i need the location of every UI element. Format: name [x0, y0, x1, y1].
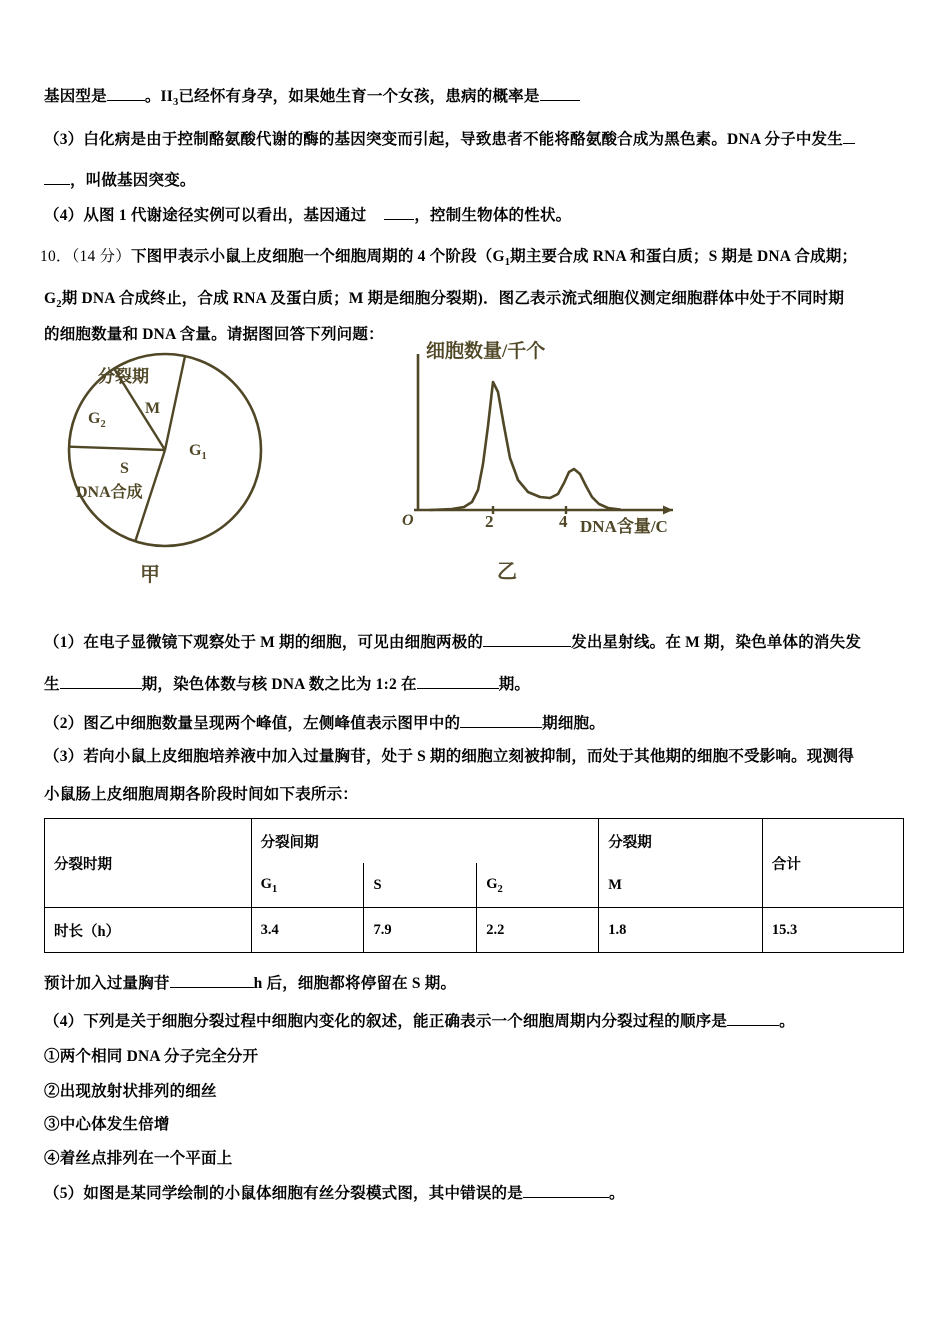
q9-item3-tail: ，叫做基因突变。	[70, 172, 196, 189]
q9-subscript: 3	[172, 97, 179, 109]
table-header-phase: 分裂时期	[45, 819, 252, 908]
answer-blank[interactable]	[727, 1025, 779, 1026]
q10-item5-b: 。	[608, 1185, 625, 1202]
graph-xtick-2: 2	[485, 512, 494, 531]
q10-item2-a: （2）图乙中细胞数量呈现两个峰值，左侧峰值表示图甲中的	[44, 715, 461, 732]
q9-item3-line2	[44, 172, 196, 189]
graph-origin-label: O	[402, 512, 414, 529]
table-row-values	[45, 908, 904, 953]
graph-ylabel: 细胞数量/千个	[426, 341, 546, 362]
answer-blank[interactable]	[483, 646, 571, 647]
answer-blank[interactable]	[170, 987, 254, 988]
q9-item4	[44, 207, 571, 224]
q10-stem-line3: 的细胞数量和 DNA 含量。请据图回答下列问题：	[44, 326, 384, 343]
table-subheader-m: M	[599, 863, 763, 908]
table-rowlabel-duration: 时长（h）	[45, 908, 252, 953]
table-subheader-g2: $G_2$	[477, 863, 599, 908]
q10-item4-b: 。	[779, 1013, 795, 1030]
q10-after-table-b: h 后，细胞都将停留在 S 期。	[253, 975, 457, 992]
q10-item1-e: 期。	[498, 676, 531, 693]
answer-blank[interactable]	[540, 100, 580, 101]
q10-stem-b: 期主要合成 RNA 和蛋白质；S 期是 DNA 合成期；	[510, 248, 858, 265]
q9-text-c: 已经怀有身孕，如果她生育一个女孩，患病的概率是	[178, 88, 540, 105]
q9-line-genotype	[44, 88, 580, 109]
q10-number: 10．	[40, 248, 72, 265]
q10-after-table	[44, 975, 456, 992]
figure-group	[0, 340, 950, 605]
answer-blank[interactable]	[384, 219, 414, 220]
answer-blank[interactable]	[60, 688, 142, 689]
q10-item2	[44, 715, 605, 732]
figure-jia-pie-chart	[62, 348, 292, 558]
q10-item1-a: （1）在电子显微镜下观察处于 M 期的细胞，可见由细胞两极的	[44, 634, 484, 651]
q9-item3-line1	[44, 131, 855, 148]
q10-stem-a: 下图甲表示小鼠上皮细胞一个细胞周期的 4 个阶段（G	[130, 248, 505, 265]
q10-item5	[44, 1185, 625, 1202]
table-subheader-s: S	[364, 863, 477, 908]
q10-item1-b: 发出星射线。在 M 期，染色单体的消失发	[571, 634, 862, 651]
table-value-s: 7.9	[364, 908, 477, 953]
q10-item1-line1	[44, 634, 861, 651]
q10-stem-line1	[40, 248, 857, 269]
pie-label-m: M	[145, 400, 161, 417]
table-value-g2: 2.2	[477, 908, 599, 953]
table-header-mitosis: 分裂期	[599, 819, 763, 864]
q10-stem-g2: G	[44, 290, 57, 307]
q10-item3-line2: 小鼠肠上皮细胞周期各阶段时间如下表所示：	[44, 786, 359, 803]
graph-svg	[390, 340, 690, 540]
pie-label-s: S	[120, 460, 129, 477]
pie-label-division-phase: 分裂期	[98, 367, 149, 386]
q10-item1-d: 期，染色体数与核 DNA 数之比为 1:2 在	[141, 676, 417, 693]
q10-item1-c: 生	[44, 676, 60, 693]
q10-option-1: ①两个相同 DNA 分子完全分开	[44, 1048, 259, 1065]
cell-cycle-duration-table	[44, 818, 904, 953]
pie-divider-m-g1	[165, 356, 185, 450]
answer-blank[interactable]	[417, 688, 499, 689]
q10-stem-line2	[44, 290, 844, 311]
pie-divider-s-g2	[69, 447, 165, 450]
q10-option-2: ②出现放射状排列的细丝	[44, 1083, 217, 1100]
figure-yi-line-graph	[390, 340, 690, 565]
answer-blank[interactable]	[843, 143, 855, 144]
q10-option-3: ③中心体发生倍增	[44, 1116, 170, 1133]
distribution-curve	[430, 382, 620, 510]
pie-label-g2: $G_2$	[88, 410, 106, 431]
q10-after-table-a: 预计加入过量胸苷	[44, 975, 170, 992]
table-header-total: 合计	[762, 819, 903, 908]
pie-label-dna-synthesis: DNA合成	[76, 484, 143, 501]
q10-stem-c: 期 DNA 合成终止，合成 RNA 及蛋白质；M 期是细胞分裂期)．图乙表示流式细胞仪测定细胞群体中处于不同时期	[61, 290, 845, 307]
table-value-total: 15.3	[762, 908, 903, 953]
pie-label-g1: $G_1$	[189, 442, 207, 463]
table-value-g1: 3.4	[251, 908, 364, 953]
figure-jia-caption: 甲	[140, 564, 160, 586]
graph-xtick-4: 4	[559, 512, 568, 531]
answer-blank[interactable]	[44, 184, 70, 185]
q10-item4	[44, 1013, 795, 1030]
q9-text-b: 。II	[144, 88, 173, 105]
q10-item5-a: （5）如图是某同学绘制的小鼠体细胞有丝分裂模式图，其中错误的是	[44, 1185, 523, 1202]
q10-item2-b: 期细胞。	[542, 715, 605, 732]
q9-genotype-text: 基因型是	[44, 88, 107, 105]
table-value-m: 1.8	[599, 908, 763, 953]
q10-sub-g2: 2	[56, 299, 62, 311]
q10-option-4: ④着丝点排列在一个平面上	[44, 1150, 233, 1167]
q10-item4-a: （4）下列是关于细胞分裂过程中细胞内变化的叙述，能正确表示一个细胞周期内分裂过程的顺序是	[44, 1013, 728, 1030]
pie-svg	[62, 348, 292, 558]
figure-yi-caption: 乙	[497, 561, 517, 583]
answer-blank[interactable]	[523, 1197, 609, 1198]
table-row-group-header	[45, 819, 904, 864]
q9-item4-text: （4）从图 1 代谢途径实例可以看出，基因通过	[44, 207, 367, 224]
graph-xlabel: DNA含量/C	[580, 517, 668, 536]
q9-item4-tail: ，控制生物体的性状。	[414, 207, 572, 224]
q9-item3-text: （3）白化病是由于控制酪氨酸代谢的酶的基因突变而引起，导致患者不能将酪氨酸合成为黑色素。DNA 分子中发生	[44, 131, 843, 148]
q10-score: （14 分）	[71, 248, 131, 265]
table-subheader-g1: $G_1$	[251, 863, 364, 908]
q10-sub-g1: 1	[504, 257, 511, 269]
q10-item3-line1: （3）若向小鼠上皮细胞培养液中加入过量胸苷，处于 S 期的细胞立刻被抑制，而处于其他期的细胞不受影响。现测得	[44, 748, 854, 765]
q10-item1-line2	[44, 676, 530, 693]
table-header-interphase: 分裂间期	[251, 819, 599, 864]
answer-blank[interactable]	[107, 100, 145, 101]
answer-blank[interactable]	[460, 727, 542, 728]
